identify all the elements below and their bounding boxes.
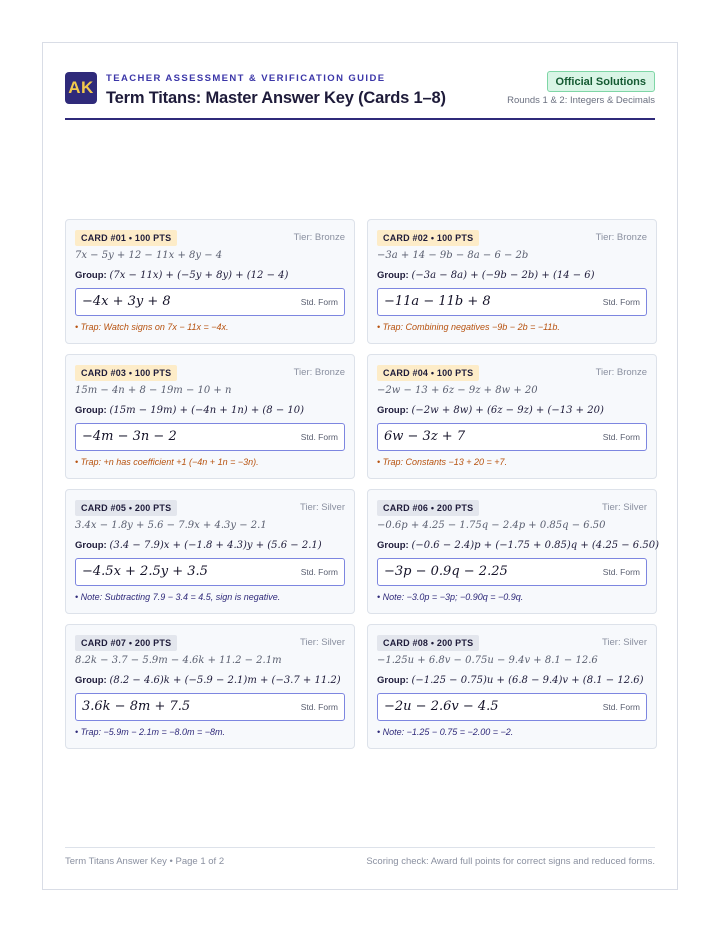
logo-badge: AK: [65, 72, 97, 104]
answer-value: −3p − 0.9q − 2.25: [384, 564, 508, 579]
group-expression: (−1.25 − 0.75)u + (6.8 − 9.4)v + (8.1 − 12.6): [411, 675, 644, 686]
std-form-label: Std. Form: [602, 702, 640, 712]
card-note: • Trap: −5.9m − 2.1m = −8.0m = −8m.: [75, 727, 226, 737]
card-tier: Tier: Silver: [601, 502, 647, 513]
card-tier: Tier: Bronze: [293, 232, 345, 243]
card-tag: CARD #07 • 200 PTS: [75, 635, 177, 651]
std-form-label: Std. Form: [300, 432, 338, 442]
std-form-label: Std. Form: [602, 297, 640, 307]
std-form-label: Std. Form: [300, 567, 338, 577]
answer-box: [377, 288, 647, 316]
answer-box: [75, 558, 345, 586]
std-form-label: Std. Form: [602, 567, 640, 577]
card-grouping: [377, 270, 595, 281]
card-note: • Note: −1.25 − 0.75 = −2.00 = −2.: [377, 727, 514, 737]
card-note: • Note: Subtracting 7.9 − 3.4 = 4.5, sign is negative.: [75, 592, 281, 602]
card-grouping: [377, 675, 644, 686]
answer-card: [65, 489, 355, 614]
group-expression: (7x − 11x) + (−5y + 8y) + (12 − 4): [109, 270, 289, 281]
answer-box: [377, 423, 647, 451]
page-title: Term Titans: Master Answer Key (Cards 1–8): [106, 89, 446, 107]
answer-card: [65, 354, 355, 479]
card-tag: CARD #08 • 200 PTS: [377, 635, 479, 651]
answer-box: [377, 693, 647, 721]
guide-kicker: TEACHER ASSESSMENT & VERIFICATION GUIDE: [106, 73, 386, 84]
card-note: • Trap: Constants −13 + 20 = +7.: [377, 457, 508, 467]
answer-card: [65, 219, 355, 344]
answer-value: −11a − 11b + 8: [384, 294, 491, 309]
card-expression: 7x − 5y + 12 − 11x + 8y − 4: [75, 250, 223, 261]
answer-box: [75, 693, 345, 721]
card-grouping: [75, 540, 322, 551]
group-expression: (15m − 19m) + (−4n + 1n) + (8 − 10): [109, 405, 305, 416]
card-expression: −0.6p + 4.25 − 1.75q − 2.4p + 0.85q − 6.50: [377, 520, 606, 531]
card-note: • Trap: +n has coefficient +1 (−4n + 1n = −3n).: [75, 457, 259, 467]
std-form-label: Std. Form: [300, 702, 338, 712]
card-tier: Tier: Silver: [601, 637, 647, 648]
card-tier: Tier: Bronze: [293, 367, 345, 378]
group-expression: (3.4 − 7.9)x + (−1.8 + 4.3)y + (5.6 − 2.1): [109, 540, 322, 551]
rounds-subtitle: Rounds 1 & 2: Integers & Decimals: [507, 95, 655, 106]
footer-page-info: Term Titans Answer Key • Page 1 of 2: [65, 856, 225, 867]
official-solutions-badge: Official Solutions: [547, 71, 655, 92]
card-expression: 8.2k − 3.7 − 5.9m − 4.6k + 11.2 − 2.1m: [75, 655, 282, 666]
std-form-label: Std. Form: [602, 432, 640, 442]
answer-value: −4m − 3n − 2: [82, 429, 177, 444]
card-grouping: [377, 405, 604, 416]
footer-scoring-note: Scoring check: Award full points for correct signs and reduced forms.: [366, 856, 655, 867]
answer-value: −4x + 3y + 8: [82, 294, 171, 309]
header-divider: [65, 118, 655, 120]
group-label: Group:: [377, 405, 409, 416]
answer-box: [377, 558, 647, 586]
card-tag: CARD #06 • 200 PTS: [377, 500, 479, 516]
card-expression: −2w − 13 + 6z − 9z + 8w + 20: [377, 385, 538, 396]
card-grouping: [377, 540, 659, 551]
card-expression: 15m − 4n + 8 − 19m − 10 + n: [75, 385, 232, 396]
answer-card: [367, 219, 657, 344]
card-grouping: [75, 405, 304, 416]
card-note: • Trap: Combining negatives −9b − 2b = −11b.: [377, 322, 560, 332]
card-note: • Note: −3.0p = −3p; −0.90q = −0.9q.: [377, 592, 524, 602]
group-label: Group:: [75, 540, 107, 551]
card-expression: 3.4x − 1.8y + 5.6 − 7.9x + 4.3y − 2.1: [75, 520, 267, 531]
group-label: Group:: [75, 675, 107, 686]
card-tag: CARD #02 • 100 PTS: [377, 230, 479, 246]
card-tag: CARD #01 • 100 PTS: [75, 230, 177, 246]
group-label: Group:: [377, 540, 409, 551]
answer-card: [367, 354, 657, 479]
answer-value: 3.6k − 8m + 7.5: [82, 699, 191, 714]
answer-value: −4.5x + 2.5y + 3.5: [82, 564, 208, 579]
group-label: Group:: [75, 405, 107, 416]
std-form-label: Std. Form: [300, 297, 338, 307]
group-label: Group:: [75, 270, 107, 281]
card-grouping: [75, 270, 288, 281]
card-expression: −1.25u + 6.8v − 0.75u − 9.4v + 8.1 − 12.6: [377, 655, 598, 666]
answer-card: [367, 489, 657, 614]
answer-value: 6w − 3z + 7: [384, 429, 466, 444]
footer-divider: [65, 847, 655, 848]
card-note: • Trap: Watch signs on 7x − 11x = −4x.: [75, 322, 229, 332]
card-grouping: [75, 675, 341, 686]
card-tier: Tier: Bronze: [595, 232, 647, 243]
card-tier: Tier: Bronze: [595, 367, 647, 378]
card-tag: CARD #03 • 100 PTS: [75, 365, 177, 381]
answer-value: −2u − 2.6v − 4.5: [384, 699, 499, 714]
answer-card: [367, 624, 657, 749]
cards-grid: [65, 219, 657, 749]
card-tier: Tier: Silver: [299, 502, 345, 513]
card-tier: Tier: Silver: [299, 637, 345, 648]
group-expression: (8.2 − 4.6)k + (−5.9 − 2.1)m + (−3.7 + 11.2): [109, 675, 341, 686]
answer-box: [75, 423, 345, 451]
answer-card: [65, 624, 355, 749]
card-expression: −3a + 14 − 9b − 8a − 6 − 2b: [377, 250, 529, 261]
card-tag: CARD #04 • 100 PTS: [377, 365, 479, 381]
answer-box: [75, 288, 345, 316]
card-tag: CARD #05 • 200 PTS: [75, 500, 177, 516]
answer-key-page: [42, 42, 678, 890]
group-expression: (−0.6 − 2.4)p + (−1.75 + 0.85)q + (4.25 − 6.50): [411, 540, 659, 551]
group-expression: (−2w + 8w) + (6z − 9z) + (−13 + 20): [411, 405, 604, 416]
group-label: Group:: [377, 675, 409, 686]
group-expression: (−3a − 8a) + (−9b − 2b) + (14 − 6): [411, 270, 595, 281]
group-label: Group:: [377, 270, 409, 281]
